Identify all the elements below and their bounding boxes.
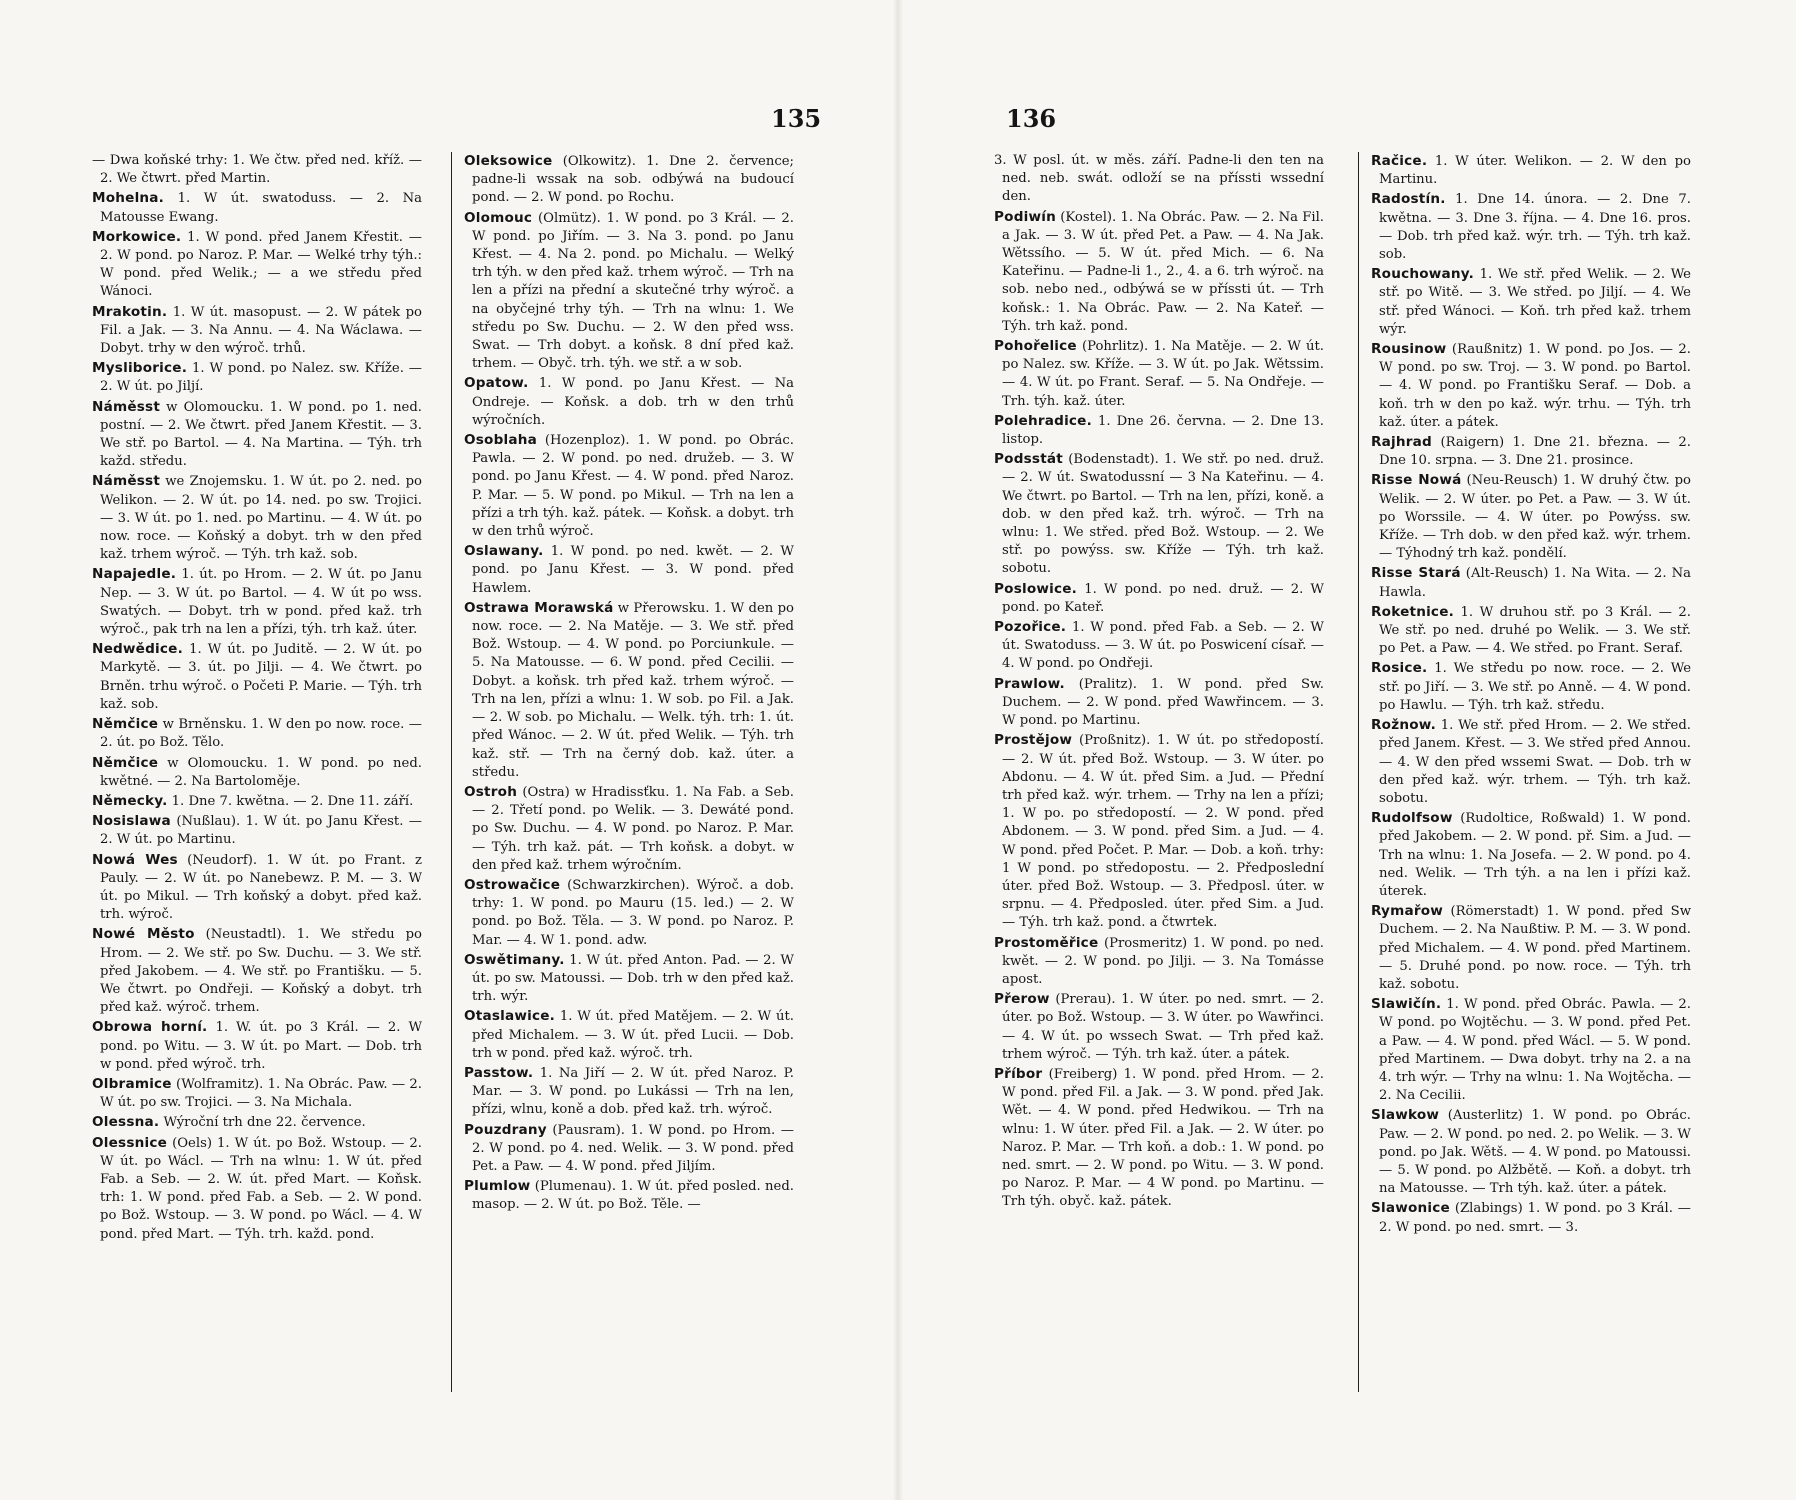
entry-headword: Slawonice	[1371, 1200, 1450, 1217]
entry-text: (Bodenstadt). 1. We stř. po ned. druž. — 2. W út. Swatodussní — 3 Na Kateřinu. — 4. We čtwrt. po Bartol. — Trh na len, přízi, koně. a dob. w den před kaž. trh. wýroč. — Trh na wlnu: 1. We střed. před Bož. Wstoup. — 2. We stř. po powýss. sw. Kříže — Týh. trh kaž. sobotu.	[1002, 452, 1324, 577]
entry	[92, 715, 422, 752]
entry	[1371, 265, 1691, 339]
entry	[92, 565, 422, 639]
entry-headword: Rymařow	[1371, 903, 1444, 920]
entry	[1371, 809, 1691, 901]
entry	[994, 675, 1324, 731]
entry-headword: Olessna.	[92, 1114, 160, 1131]
entry	[464, 1177, 794, 1214]
entry-text: 1. W druhou stř. po 3 Král. — 2. We stř. po ned. druhé po Welik. — 3. We stř. po Pet. a Paw. — 4. We střed. po Frant. Seraf.	[1379, 604, 1691, 657]
entry-text: (Pohrlitz). 1. Na Matěje. — 2. W út. po Nalez. sw. Kříže. — 3. W út. po Jak. Wětssim. — 4. W út. po Frant. Seraf. — 5. Na Ondřeje. — Trh. týh. kaž. úter.	[1002, 339, 1324, 409]
entry-text: Wýroční trh dne 22. července.	[163, 1115, 366, 1131]
entry-headword: Rudolfsow	[1371, 810, 1453, 827]
entry	[994, 450, 1324, 578]
entry	[92, 398, 422, 472]
entry	[994, 412, 1324, 449]
entry-headword: Mohelna.	[92, 190, 165, 207]
entry-headword: Pouzdrany	[464, 1121, 547, 1138]
entry	[464, 951, 794, 1007]
right-column-2	[1371, 152, 1691, 1238]
entry	[464, 876, 794, 950]
entry-headword: Oswětimany.	[464, 951, 565, 968]
entry-headword: Nowé Město	[92, 926, 195, 943]
entry-text: (Römerstadt) 1. W pond. před Sw Duchem. — 2. Na Naußtiw. P. M. — 3. W pond. před Michalem. — 4. W pond. před Martinem. — 5. Druhé pond. po now. roce. — Týh. trh kaž. sobotu.	[1379, 904, 1691, 992]
entry-text: 1. We stř. před Welik. — 2. We stř. po Witě. — 3. We střed. po Jiljí. — 4. We stř. před Wánoci. — Koň. trh před kaž. trhem wýr.	[1379, 267, 1691, 337]
entry-text: (Schwarzkirchen). Wýroč. a dob. trhy: 1. W pond. po Mauru (15. led.) — 2. W pond. po Bož. Těla. — 3. W pond. po Naroz. P. Mar. — 4. W 1. pond. adw.	[472, 877, 794, 948]
entry-text: 1. W. út. po 3 Král. — 2. W pond. po Witu. — 3. W út. po Mart. — Dob. trh w pond. před wýroč. trh.	[100, 1020, 422, 1072]
entry-headword: Rouchowany.	[1371, 266, 1474, 283]
entry-headword: Mrakotin.	[92, 303, 168, 320]
entry-headword: Slawkow	[1371, 1107, 1440, 1124]
entry-headword: Passtow.	[464, 1064, 534, 1081]
entry-text: (Hozenploz). 1. W pond. po Obrác. Pawla. — 2. W pond. po ned. družeb. — 3. W pond. po Janu Křest. — 4. W pond. před Naroz. P. Mar. — 5. W pond. po Mikul. — Trh na len a přízi a trh týh. kaž. pátek. — Koňsk. a dobyt. trh w den trhů wýroč.	[472, 433, 794, 540]
entry-headword: Nedwědice.	[92, 641, 183, 658]
entry-text: (Prerau). 1. W úter. po ned. smrt. — 2. úter. po Bož. Wstoup. — 3. W úter. po Wawřinci. — 4. W út. po wssech Swat. — Trh před kaž. trhem wýroč. — Týh. trh kaž. úter. a pátek.	[1002, 992, 1324, 1062]
entry	[1371, 190, 1691, 264]
entry-text: (Prosmeritz) 1. W pond. po ned. kwět. — 2. W pond. po Jilji. — 3. Na Tomásse apost.	[1002, 935, 1324, 987]
entry	[464, 152, 794, 208]
entry-text: (Freiberg) 1. W pond. před Hrom. — 2. W pond. před Fil. a Jak. — 3. W pond. před Jak. Wět. — 4. W pond. před Hedwikou. — Trh na wlnu: 1. W úter. před Fil. a Jak. — 2. W úter. po Naroz. P. Mar. — Trh koň. a dob.: 1. W pond. po ned. smrt. — 2. W pond. po Witu. — 3. W pond. po Naroz. P. Mar. — 4 W pond. po Martinu. — Trh týh. obyč. kaž. pátek.	[1002, 1066, 1324, 1210]
entry	[464, 1064, 794, 1120]
entry	[994, 934, 1324, 990]
entry	[1371, 716, 1691, 808]
entry-text: w Olomoucku. 1. W pond. po 1. ned. postní. — 2. We čtwrt. před Janem Křestit. — 3. We stř. po Bartol. — 4. Na Martina. — Týh. trh každ. středu.	[100, 399, 422, 470]
entry	[1371, 340, 1691, 432]
entry-text: (Austerlitz) 1. W pond. po Obrác. Paw. — 2. W pond. po ned. 2. po Welik. — 3. W pond. po Jak. Wětš. — 4. W pond. po Matoussi. — 5. W pond. po Alžbětě. — Koň. a dobyt. trh na Matousse. — Trh týh. kaž. úter. a pátek.	[1379, 1108, 1691, 1197]
entry-text: 1. út. po Hrom. — 2. W út. po Janu Nep. — 3. W út. po Bartol. — 4. W út po wss. Swatých. — Dobyt. trh w pond. před kaž. trh wýroč., pak trh na len a přízi, týh. trh kaž. úter.	[100, 567, 422, 638]
entry-headword: Napajedle.	[92, 566, 177, 583]
entry-text: 1. W úter. Welikon. — 2. W den po Martinu.	[1379, 154, 1691, 188]
entry-headword: Prawlow.	[994, 675, 1065, 692]
entry-headword: Náměsst	[92, 398, 161, 415]
entry	[464, 542, 794, 598]
entry-text: 1. Dne 7. kwětna. — 2. Dne 11. září.	[171, 793, 414, 809]
entry-text: 1. W pond. po Janu Křest. — Na Ondreje. — Koňsk. a dob. trh w den trhů wýročních.	[472, 376, 794, 428]
entry-headword: Polehradice.	[994, 412, 1092, 429]
entry-headword: Pohořelice	[994, 338, 1077, 355]
entry-headword: Olbramice	[92, 1075, 172, 1092]
entry	[92, 1018, 422, 1074]
right-page	[898, 0, 1796, 1500]
entry-text: 1. W pond. po Nalez. sw. Kříže. — 2. W út. po Jiljí.	[100, 361, 422, 395]
entry	[92, 359, 422, 396]
entry-headword: Ostrowačice	[464, 876, 561, 893]
entry-headword: Rožnow.	[1371, 717, 1436, 734]
entry	[92, 189, 422, 226]
entry-headword: Podsstát	[994, 451, 1063, 468]
entry-headword: Mysliborice.	[92, 360, 188, 377]
entry	[92, 792, 422, 811]
entry-headword: Olessnice	[92, 1134, 168, 1151]
entry-headword: Morkowice.	[92, 228, 182, 245]
entry-headword: Ostrawa Morawská	[464, 599, 614, 616]
entry-headword: Oleksowice	[464, 153, 553, 169]
entry-text: (Olmütz). 1. W pond. po 3 Král. — 2. W pond. po Jiřím. — 3. Na 3. pond. po Janu Křest. — 4. Na 2. pond. po Michalu. — Welký trh týh. w den před kaž. trhem wýroč. — Trh na len a přízi na přední a skutečné trhy wýroč. a na obyčejné trhy týh. — Trh na wlnu: 1. We středu po Sw. Duchu. — 2. W den před wss. Swat. — Trh dobyt. a koňsk. 8 dní před kaž. trhem. — Obyč. trh. týh. we stř. a w sob.	[472, 210, 794, 372]
entry-text: (Neudorf). 1. W út. po Frant. z Pauly. — 2. W út. po Nanebewz. P. M. — 3. W út. po Mikul. — Trh koňský a dobyt. před kaž. trh. wýroč.	[100, 852, 422, 923]
entry-headword: Prostoměřice	[994, 934, 1099, 951]
entry-headword: Otaslawice.	[464, 1008, 556, 1025]
entry	[1371, 995, 1691, 1105]
entry-headword: Slawičín.	[1371, 996, 1442, 1013]
entry	[464, 374, 794, 430]
entry	[994, 580, 1324, 617]
entry-headword: Příbor	[994, 1065, 1043, 1082]
entry	[1371, 152, 1691, 189]
entry-text: (Rudoltice, Roßwald) 1. W pond. před Jakobem. — 2. W pond. př. Sim. a Jud. — Trh na wlnu: 1. Na Josefa. — 2. W pond. po 4. ned. Welik. — Trh týh. a na len i přízi kaž. úterek.	[1379, 811, 1691, 899]
entry-text: 1. W út. před Anton. Pad. — 2. W út. po sw. Matoussi. — Dob. trh w den před kaž. trh. wýr.	[472, 952, 794, 1005]
entry-headword: Olomouc	[464, 209, 533, 226]
entry-text: (Zlabings) 1. W pond. po 3 Král. — 2. W pond. po ned. smrt. — 3.	[1379, 1201, 1691, 1235]
entry	[994, 618, 1324, 674]
entry	[994, 731, 1324, 932]
left-column-2	[464, 152, 794, 1216]
entry-headword: Rosice.	[1371, 660, 1428, 677]
entry	[92, 152, 422, 188]
entry	[994, 990, 1324, 1064]
entry-text: w Olomoucku. 1. W pond. po ned. kwětné. — 2. Na Bartoloměje.	[100, 755, 422, 789]
entry-text: (Neustadtl). 1. We středu po Hrom. — 2. We stř. po Sw. Duchu. — 3. We stř. před Jakobem. — 4. We stř. po Františku. — 5. We čtwrt. po Ondřeji. — Koňský a dobyt. trh před kaž. wýroč. trhem.	[100, 927, 422, 1016]
entry-headword: Němčice	[92, 716, 159, 733]
entry	[464, 783, 794, 875]
entry	[92, 472, 422, 564]
entry	[92, 754, 422, 791]
entry	[464, 431, 794, 541]
entry	[92, 228, 422, 302]
entry-text: 1. We středu po now. roce. — 2. We stř. po Jiří. — 3. We stř. po Anně. — 4. W pond. po Hawlu. — Týh. trh kaž. středu.	[1379, 661, 1691, 713]
entry-text: 1. W út. swatoduss. — 2. Na Matousse Ewang.	[100, 191, 422, 225]
entry-text: (Pausram). 1. W pond. po Hrom. — 2. W pond. po 4. ned. Welik. — 3. W pond. před Pet. a Paw. — 4. W pond. před Jiljím.	[472, 1122, 794, 1174]
page-number: 136	[1006, 104, 1057, 133]
entry-text: (Neu-Reusch) 1. W druhý čtw. po Welik. — 2. W úter. po Pet. a Paw. — 3. W út. po Worssile. — 4. W úter. po Powýss. sw. Kříže. — Trh dob. w den před kaž. wýr. trhem. — Týhodný trh kaž. pondělí.	[1379, 473, 1691, 562]
entry-text: (Raigern) 1. Dne 21. března. — 2. Dne 10. srpna. — 3. Dne 21. prosince.	[1379, 435, 1691, 469]
entry	[994, 1065, 1324, 1212]
entry-headword: Ostroh	[464, 783, 518, 800]
entry-text: 1. Dne 14. února. — 2. Dne 7. kwětna. — 3. Dne 3. října. — 4. Dne 16. pros. — Dob. trh před kaž. wýr. trh. — Týh. trh kaž. sob.	[1379, 192, 1691, 263]
entry-text: (Oels) 1. W út. po Bož. Wstoup. — 2. W út. po Wácl. — Trh na wlnu: 1. W út. před Fab. a Seb. — 2. W. út. před Mart. — Koňsk. trh: 1. W pond. před Fab. a Seb. — 2. W pond. po Bož. Wstoup. — 3. W pond. po Wácl. — 4. W pond. před Mart. — Týh. trh. každ. pond.	[100, 1135, 422, 1242]
column-divider	[451, 152, 452, 1392]
entry-text: 3. W posl. út. w měs. září. Padne-li den ten na ned. neb. swát. odloží se na příssti wssední den.	[994, 153, 1324, 205]
entry-text: 1. Na Jiří — 2. W út. před Naroz. P. Mar. — 3. W pond. po Lukássi — Trh na len, přízi, wlnu, koně a dob. před kaž. trh. wýroč.	[472, 1065, 794, 1118]
entry-text: 1. W út. masopust. — 2. W pátek po Fil. a Jak. — 3. Na Annu. — 4. Na Wáclawa. — Dobyt. trhy w den wýroč. trhů.	[100, 304, 422, 357]
entry	[1371, 1199, 1691, 1236]
entry-text: (Plumenau). 1. W út. před posled. ned. masop. — 2. W út. po Bož. Těle. —	[472, 1179, 794, 1213]
entry	[92, 1113, 422, 1132]
entry-text: we Znojemsku. 1. W út. po 2. ned. po Welikon. — 2. W út. po 14. ned. po sw. Trojici. — 3. W út. po 1. ned. po Martinu. — 4. W út. po now. roce. — Koňský a dobyt. trh w den před kaž. trhem wýroč. — Týh. trh kaž. sob.	[100, 474, 422, 563]
entry	[1371, 902, 1691, 994]
entry-headword: Rajhrad	[1371, 434, 1432, 451]
entry-text: 1. We stř. před Hrom. — 2. We střed. před Janem. Křest. — 3. We střed před Annou. — 4. W den před wssemi Swat. — Dob. trh w den před kaž. wýr. trhem. — Týh. trh kaž. sobotu.	[1379, 718, 1691, 806]
left-column-1	[92, 152, 422, 1245]
entry	[92, 851, 422, 925]
right-column-1	[994, 152, 1324, 1213]
entry	[464, 599, 794, 782]
page-number: 135	[771, 104, 822, 133]
entry-text: (Proßnitz). 1. W út. po středopostí. — 2. W út. před Bož. Wstoup. — 3. W úter. po Abdonu. — 4. W út. před Sim. a Jud. — Přední trh před kaž. wýr. trhem. — Trhy na len a přízi; 1. W po. po středopostí. — 2. W pond. před Abdonem. — 3. W pond. před Sim. a Jud. — 4. W pond. před Počet. P. Mar. — Dob. a koň. trhy: 1 W pond. po středopostu. — 2. Předposlední úter. před Bož. Wstoup. — 3. Předposl. úter. w srpnu. — 4. Předposled. úter. před Sim. a Jud. — Týh. trh kaž. pond. a čtwrtek.	[1002, 733, 1324, 931]
entry-headword: Risse Nowá	[1371, 472, 1462, 489]
entry	[92, 303, 422, 359]
entry	[92, 812, 422, 849]
entry	[1371, 471, 1691, 563]
entry-text: 1. W pond. po ned. kwět. — 2. W pond. po Janu Křest. — 3. W pond. před Hawlem.	[472, 544, 794, 596]
entry-headword: Obrowa horní.	[92, 1019, 208, 1036]
entry-text: (Kostel). 1. Na Obrác. Paw. — 2. Na Fil. a Jak. — 3. W út. před Pet. a Paw. — 4. Na Jak. Wětssího. — 5. W út. před Mich. — 6. Na Kateřinu. — Padne-li 1., 2., 4. a 6. trh wýroč. na sob. nebo ned., odbýwá se w příssti út. — Trh koňsk.: 1. Na Obrác. Paw. — 2. Na Kateř. — Týh. trh kaž. pond.	[1002, 209, 1324, 334]
entry-text: (Nußlau). 1. W út. po Janu Křest. — 2. W út. po Martinu.	[100, 814, 422, 848]
entry	[994, 208, 1324, 336]
entry-text: 1. W pond. před Obrác. Pawla. — 2. W pond. po Wojtěchu. — 3. W pond. před Pet. a Paw. — 4. W pond. před Wácl. — 5. W pond. před Martinem. — Dwa dobyt. trhy na 2. a na 4. trh wýr. — Trhy na wlnu: 1. Na Wojtěcha. — 2. Na Cecilii.	[1379, 997, 1691, 1104]
entry-headword: Opatow.	[464, 375, 529, 392]
entry	[92, 925, 422, 1017]
entry	[1371, 1106, 1691, 1198]
entry	[92, 1134, 422, 1244]
entry	[994, 337, 1324, 411]
entry	[1371, 564, 1691, 601]
entry-headword: Račice.	[1371, 153, 1428, 169]
entry-text: — Dwa koňské trhy: 1. We čtw. před ned. kříž. — 2. We čtwrt. před Martin.	[92, 153, 422, 187]
entry	[994, 152, 1324, 207]
entry-text: (Alt-Reusch) 1. Na Wita. — 2. Na Hawla.	[1379, 566, 1691, 600]
entry-headword: Roketnice.	[1371, 603, 1454, 620]
entry-text: (Olkowitz). 1. Dne 2. července; padne-li wssak na sob. odbýwá na budoucí pond. — 2. W pond. po Rochu.	[472, 154, 794, 206]
entry-headword: Radostín.	[1371, 191, 1446, 208]
entry-headword: Oslawany.	[464, 543, 544, 560]
entry-headword: Poslowice.	[994, 580, 1078, 597]
entry-text: w Brněnsku. 1. W den po now. roce. — 2. út. po Bož. Tělo.	[100, 717, 422, 751]
entry	[464, 1121, 794, 1177]
entry-headword: Německy.	[92, 792, 168, 809]
entry	[92, 1075, 422, 1112]
entry-headword: Náměsst	[92, 473, 161, 490]
column-divider	[1358, 152, 1359, 1392]
entry	[92, 640, 422, 714]
entry-headword: Osoblaha	[464, 432, 538, 449]
entry-headword: Nosislawa	[92, 813, 171, 830]
entry-text: 1. W út. před Matějem. — 2. W út. před Michalem. — 3. W út. před Lucii. — Dob. trh w pond. před kaž. wýroč. trh.	[472, 1009, 794, 1061]
entry	[464, 1007, 794, 1063]
entry	[1371, 433, 1691, 470]
entry	[464, 209, 794, 374]
entry-headword: Prostějow	[994, 732, 1073, 749]
entry-text: w Přerowsku. 1. W den po now. roce. — 2. Na Matěje. — 3. We stř. před Bož. Wstoup. — 4. W pond. po Porciunkule. — 5. Na Matousse. — 6. W pond. před Cecilii. — Dobyt. a koňsk. trh před kaž. trhem wýroč. — Trh na len, přízi a wlnu: 1. W sob. po Fil. a Jak. — 2. W sob. po Michalu. — Welk. týh. trh: 1. út. před Wánoc. — 2. W út. před Welik. — Týh. trh kaž. stř. — Trh na černý dob. kaž. úter. a středu.	[472, 600, 794, 780]
entry-headword: Přerow	[994, 991, 1050, 1008]
entry-text: (Raußnitz) 1. W pond. po Jos. — 2. W pond. po sw. Troj. — 3. W pond. po Bartol. — 4. W pond. po Františku Seraf. — Dob. a koň. trh w den po kaž. wýr. trhu. — Týh. trh kaž. úter. a pátek.	[1379, 342, 1691, 430]
entry-headword: Plumlow	[464, 1178, 531, 1195]
entry-headword: Pozořice.	[994, 619, 1067, 636]
entry-text: (Pralitz). 1. W pond. před Sw. Duchem. — 2. W pond. před Wawřincem. — 3. W pond. po Martinu.	[1002, 676, 1324, 729]
entry	[1371, 659, 1691, 715]
entry-text: (Wolframitz). 1. Na Obrác. Paw. — 2. W út. po sw. Trojici. — 3. Na Michala.	[100, 1076, 422, 1111]
entry	[1371, 603, 1691, 659]
entry-headword: Risse Stará	[1371, 565, 1461, 582]
entry-text: 1. W út. po Juditě. — 2. W út. po Markytě. — 3. út. po Jilji. — 4. We čtwrt. po Brněn. trhu wýroč. o Početi P. Marie. — Týh. trh kaž. sob.	[100, 642, 423, 712]
entry-text: 1. W pond. po ned. druž. — 2. W pond. po Kateř.	[1002, 581, 1324, 615]
entry-text: 1. W pond. před Fab. a Seb. — 2. W út. Swatoduss. — 3. W út. po Poswicení císař. — 4. W pond. po Ondřeji.	[1002, 620, 1324, 672]
entry-text: 1. Dne 26. června. — 2. Dne 13. listop.	[1002, 413, 1324, 448]
entry-headword: Němčice	[92, 754, 159, 771]
entry-headword: Rousinow	[1371, 341, 1447, 358]
entry-text: (Ostra) w Hradissťku. 1. Na Fab. a Seb. — 2. Třetí pond. po Welik. — 3. Dewáté pond. po Sw. Duchu. — 4. W pond. po Naroz. P. Mar. — Týh. trh kaž. pát. — Trh koňsk. a dobyt. w den před kaž. trhem wýročním.	[472, 784, 795, 873]
entry-headword: Podiwín	[994, 208, 1056, 225]
entry-text: 1. W pond. před Janem Křestit. — 2. W pond. po Naroz. P. Mar. — Welké trhy týh.: W pond. před Welik.; — a we středu před Wánoci.	[100, 229, 422, 300]
entry-headword: Nowá Wes	[92, 851, 178, 868]
